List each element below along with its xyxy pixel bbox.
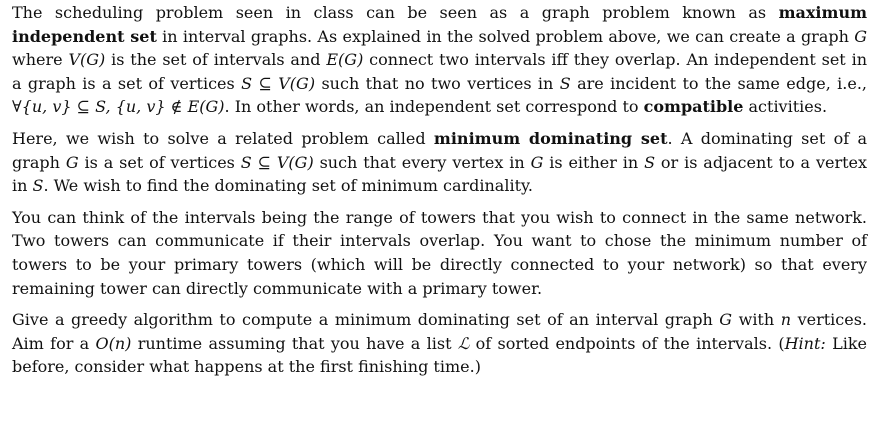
math-expression: n (780, 310, 792, 330)
math-expression: S (32, 176, 44, 196)
text-run: . In other words, an independent set correspond to (224, 97, 644, 117)
math-expression: S ⊆ V(G) (240, 152, 314, 172)
text-run: is either in (543, 152, 645, 172)
text-run: Here, we wish to solve a related problem called (12, 128, 434, 148)
math-expression: ∀{u, v} ⊆ S, {u, v} ∉ E(G) (12, 97, 225, 117)
math-expression: O(n) (95, 333, 132, 353)
text-run: . A dominating set of a graph (12, 128, 867, 172)
text-run: such that every vertex in (313, 152, 531, 172)
text-run: such that no two vertices in (315, 73, 560, 93)
bold-term: maximum independent set (12, 3, 867, 46)
text-run: The scheduling problem seen in class can be seen as a graph problem known as (12, 3, 779, 22)
math-expression: G (719, 310, 733, 330)
text-run: of sorted endpoints of the intervals. ( (469, 333, 785, 353)
math-expression: S ⊆ V(G) (241, 73, 316, 93)
text-run: activities. (743, 97, 828, 117)
math-expression: ℒ (457, 333, 470, 353)
paragraph-independent-set (12, 1, 867, 119)
text-run: with (732, 310, 781, 330)
text-run: is a set of vertices (78, 152, 241, 172)
text-run: in interval graphs. As explained in the solved problem above, we can create a graph (156, 26, 855, 46)
math-expression: S (559, 73, 571, 93)
text-run: You can think of the intervals being the range of towers that you wish to connect in the same network. Two towers can communicate if their intervals overlap. You want to chose the minimum number of towers to be your primary towers (which will be directly connected to your network) so that every remaining tower can directly communicate with a primary tower. (12, 207, 867, 298)
paragraph-task (12, 308, 867, 379)
math-expression: E(G) (326, 50, 364, 70)
text-run: Like before, consider what happens at the first finishing time.) (12, 333, 868, 377)
math-expression: G (854, 26, 868, 46)
math-expression: S (644, 152, 656, 172)
text-run: connect two intervals iff they overlap. An independent set in a graph is a set of vertices (12, 50, 867, 93)
math-expression: V(G) (68, 50, 106, 70)
text-run: runtime assuming that you have a list (131, 333, 458, 353)
text-run: or is adjacent to a vertex in (12, 152, 868, 196)
text-run: is the set of intervals and (105, 50, 327, 70)
text-run: Give a greedy algorithm to compute a minimum dominating set of an interval graph (12, 310, 720, 330)
italic-text: Hint: (784, 333, 826, 353)
text-run: are incident to the same edge, i.e., (570, 73, 868, 93)
bold-term: minimum dominating set (433, 128, 668, 148)
paragraph-dominating-set (12, 127, 867, 198)
math-expression: G (65, 152, 79, 172)
text-run: where (12, 50, 69, 70)
math-expression: G (530, 152, 544, 172)
bold-term: compatible (643, 97, 744, 117)
paragraph-towers (12, 206, 867, 300)
text-run: . We wish to find the dominating set of minimum cardinality. (43, 176, 533, 196)
text-run: vertices. Aim for a (12, 310, 868, 353)
